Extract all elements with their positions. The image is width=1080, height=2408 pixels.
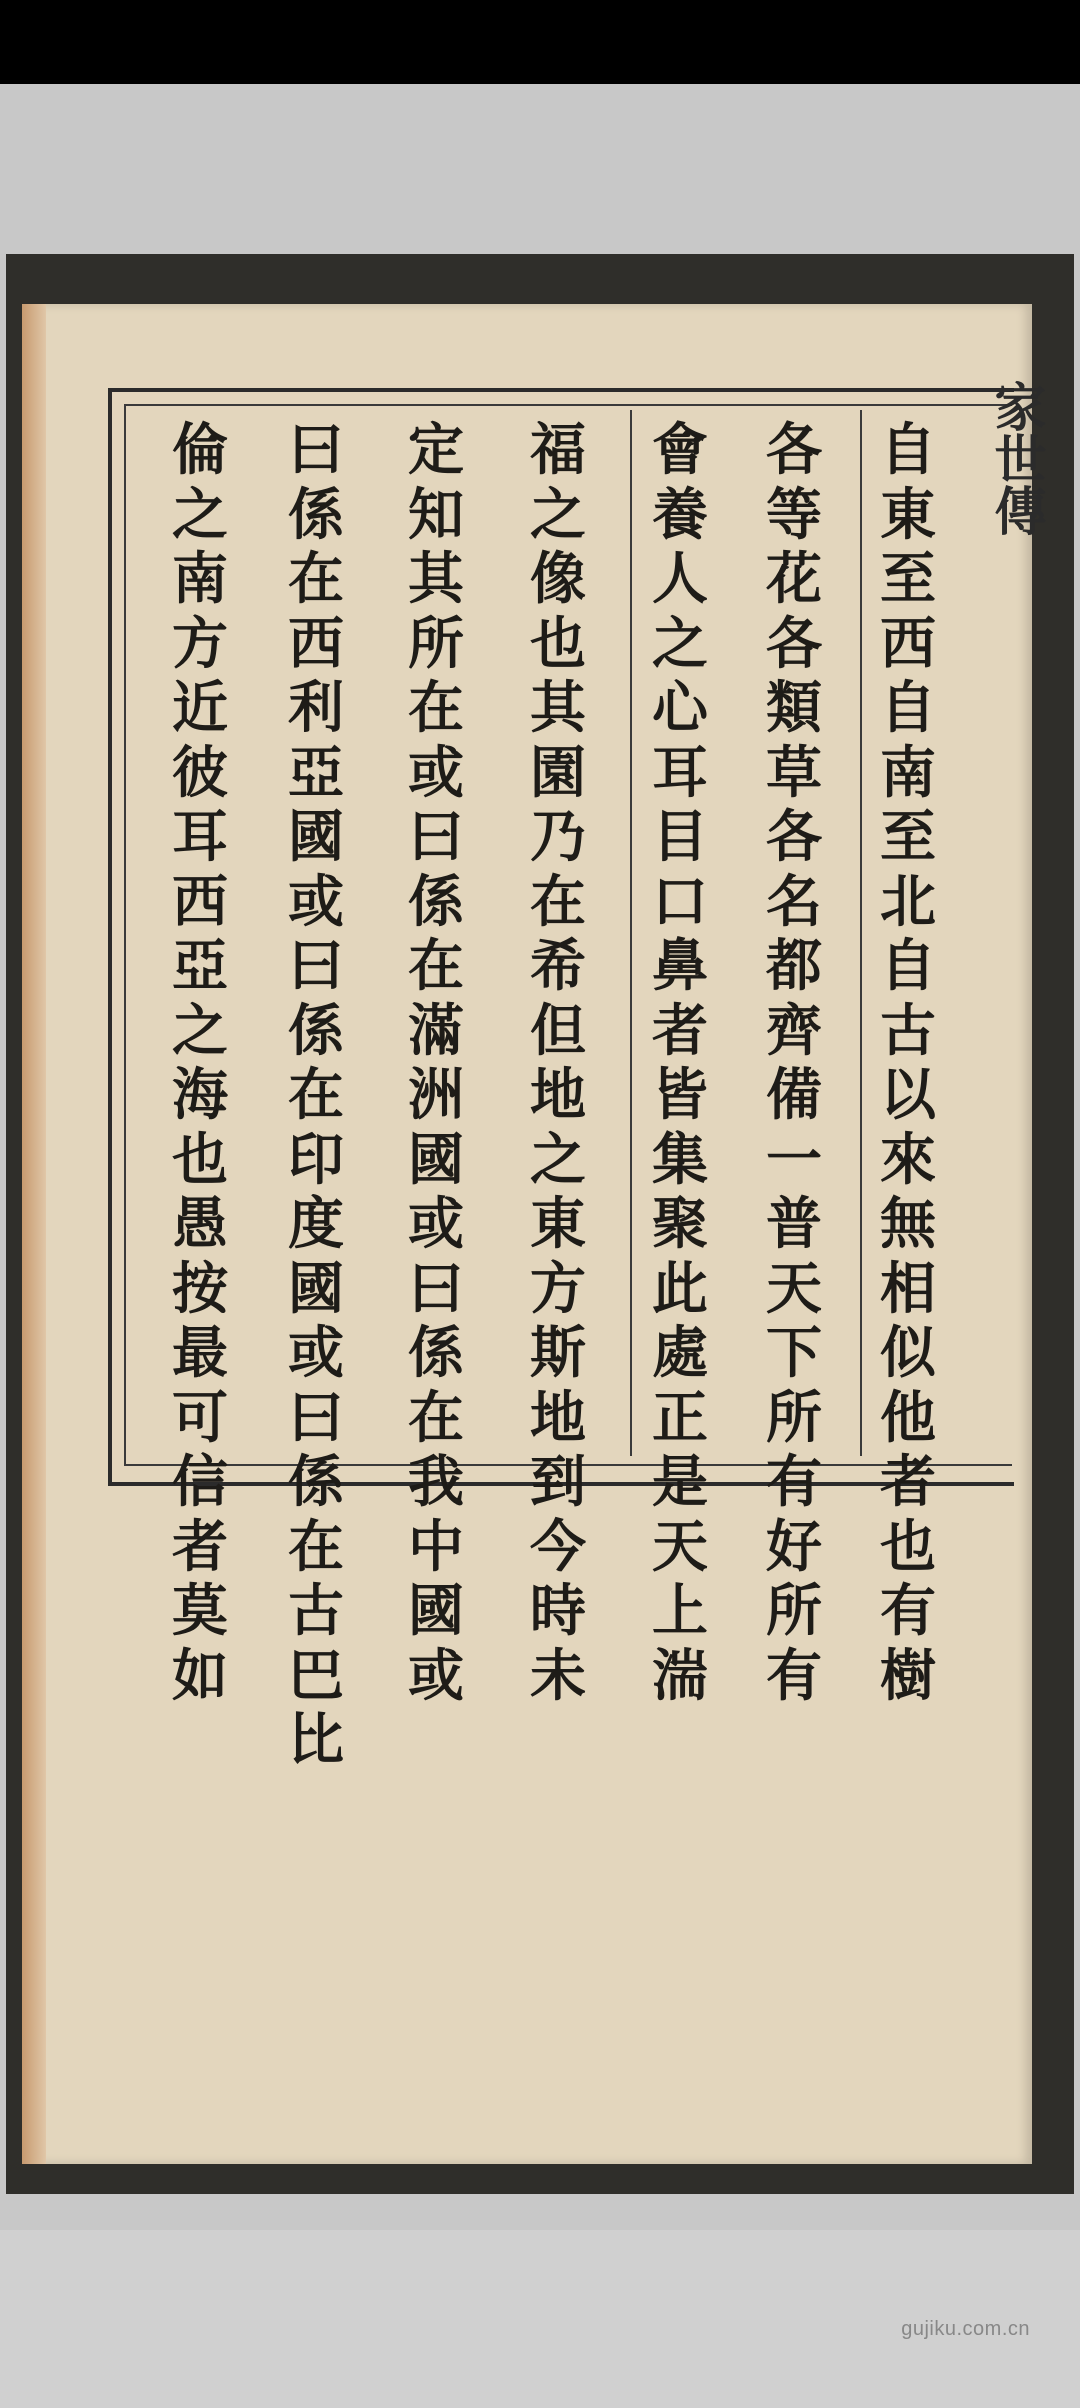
glyph: 國 (408, 1126, 464, 1193)
glyph: 利 (288, 675, 344, 741)
text-column-7 (168, 418, 232, 1708)
glyph: 湍 (652, 1642, 708, 1709)
glyph: 係 (288, 997, 344, 1064)
glyph: 彼 (172, 739, 228, 806)
glyph: 方 (172, 610, 228, 677)
glyph: 花 (766, 546, 822, 612)
glyph: 國 (408, 1578, 464, 1644)
glyph: 或 (288, 1320, 344, 1386)
glyph: 在 (288, 1062, 344, 1128)
glyph: 滿 (408, 997, 464, 1064)
glyph: 上 (652, 1578, 708, 1644)
glyph: 如 (172, 1642, 228, 1709)
glyph: 乃 (530, 804, 586, 870)
glyph: 西 (172, 868, 228, 935)
glyph: 等 (766, 481, 822, 548)
glyph: 都 (766, 933, 822, 999)
glyph: 國 (288, 804, 344, 870)
glyph: 在 (288, 1513, 344, 1580)
glyph: 時 (530, 1578, 586, 1644)
glyph: 樹 (880, 1642, 936, 1709)
glyph: 係 (408, 868, 464, 935)
glyph: 最 (172, 1320, 228, 1386)
glyph: 係 (288, 481, 344, 548)
glyph: 知 (408, 481, 464, 548)
text-column-3 (648, 418, 712, 1708)
glyph: 我 (408, 1449, 464, 1515)
text-column-5 (404, 418, 468, 1708)
glyph: 在 (408, 675, 464, 741)
glyph: 耳 (172, 804, 228, 870)
glyph: 國 (288, 1255, 344, 1322)
glyph: 園 (530, 739, 586, 806)
glyph: 曰 (408, 804, 464, 870)
text-column-6 (284, 418, 348, 1773)
glyph: 未 (530, 1642, 586, 1709)
glyph: 係 (408, 1320, 464, 1386)
glyph: 有 (766, 1449, 822, 1515)
glyph: 古 (880, 997, 936, 1064)
glyph: 地 (530, 1062, 586, 1128)
glyph: 皆 (652, 1062, 708, 1128)
glyph: 南 (880, 739, 936, 806)
glyph: 草 (766, 739, 822, 806)
glyph: 或 (408, 1191, 464, 1257)
glyph: 聚 (652, 1191, 708, 1257)
glyph: 之 (530, 481, 586, 548)
glyph: 希 (530, 933, 586, 999)
glyph: 或 (408, 1642, 464, 1709)
glyph: 也 (172, 1126, 228, 1193)
glyph: 比 (288, 1707, 344, 1773)
glyph: 人 (652, 546, 708, 612)
glyph: 方 (530, 1255, 586, 1322)
glyph: 各 (766, 610, 822, 677)
glyph: 會 (652, 417, 708, 483)
glyph: 之 (172, 481, 228, 548)
glyph: 是 (652, 1449, 708, 1515)
glyph: 似 (880, 1320, 936, 1386)
glyph: 近 (172, 675, 228, 741)
glyph: 南 (172, 546, 228, 612)
glyph: 口 (652, 868, 708, 935)
glyph: 曰 (288, 417, 344, 483)
glyph: 係 (288, 1449, 344, 1515)
glyph: 曰 (288, 1384, 344, 1451)
glyph: 東 (880, 481, 936, 548)
glyph: 也 (880, 1513, 936, 1580)
glyph: 到 (530, 1449, 586, 1515)
glyph: 信 (172, 1449, 228, 1515)
glyph: 愚 (172, 1191, 228, 1257)
glyph: 倫 (172, 417, 228, 483)
glyph: 印 (288, 1126, 344, 1193)
glyph: 其 (530, 675, 586, 741)
glyph: 相 (880, 1255, 936, 1322)
text-column-2 (762, 418, 826, 1708)
glyph: 西 (880, 610, 936, 677)
glyph: 目 (652, 804, 708, 870)
glyph: 北 (880, 868, 936, 935)
glyph: 各 (766, 804, 822, 870)
glyph: 海 (172, 1062, 228, 1128)
text-column-4 (526, 418, 590, 1708)
glyph: 或 (408, 739, 464, 806)
glyph: 古 (288, 1578, 344, 1644)
glyph: 洲 (408, 1062, 464, 1128)
glyph: 處 (652, 1320, 708, 1386)
glyph: 在 (530, 868, 586, 935)
glyph: 集 (652, 1126, 708, 1193)
glyph: 正 (652, 1384, 708, 1451)
glyph: 在 (288, 546, 344, 612)
glyph: 天 (652, 1513, 708, 1580)
glyph: 自 (880, 933, 936, 999)
glyph: 來 (880, 1126, 936, 1193)
glyph: 也 (530, 610, 586, 677)
glyph: 下 (766, 1320, 822, 1386)
status-bar (0, 0, 1080, 84)
glyph: 有 (766, 1642, 822, 1709)
glyph: 普 (766, 1191, 822, 1257)
glyph: 名 (766, 868, 822, 935)
glyph: 斯 (530, 1320, 586, 1386)
watermark: gujiku.com.cn (901, 2318, 1030, 2340)
glyph: 以 (880, 1062, 936, 1128)
glyph: 之 (652, 610, 708, 677)
glyph: 至 (880, 804, 936, 870)
glyph: 莫 (172, 1578, 228, 1644)
page-edge (22, 304, 46, 2164)
glyph: 類 (766, 675, 822, 741)
glyph: 至 (880, 546, 936, 612)
glyph: 鼻 (652, 933, 708, 999)
glyph: 好 (766, 1513, 822, 1580)
glyph: 耳 (652, 739, 708, 806)
glyph: 所 (766, 1578, 822, 1644)
glyph: 者 (880, 1449, 936, 1515)
glyph: 巴 (288, 1642, 344, 1709)
glyph: 有 (880, 1578, 936, 1644)
glyph: 齊 (766, 997, 822, 1064)
glyph: 之 (530, 1126, 586, 1193)
column-divider (630, 410, 632, 1456)
glyph: 天 (766, 1255, 822, 1322)
glyph: 者 (172, 1513, 228, 1580)
glyph: 東 (530, 1191, 586, 1257)
glyph: 在 (408, 933, 464, 999)
glyph: 他 (880, 1384, 936, 1451)
glyph: 此 (652, 1255, 708, 1322)
glyph: 無 (880, 1191, 936, 1257)
glyph: 定 (408, 417, 464, 483)
text-column-1 (876, 418, 940, 1708)
glyph: 亞 (288, 739, 344, 806)
glyph: 像 (530, 546, 586, 612)
glyph: 自 (880, 417, 936, 483)
column-divider (860, 410, 862, 1456)
glyph: 所 (408, 610, 464, 677)
glyph: 地 (530, 1384, 586, 1451)
glyph: 曰 (288, 933, 344, 999)
glyph: 亞 (172, 933, 228, 999)
glyph: 可 (172, 1384, 228, 1451)
glyph: 者 (652, 997, 708, 1064)
glyph: 或 (288, 868, 344, 935)
glyph: 養 (652, 481, 708, 548)
glyph: 度 (288, 1191, 344, 1257)
glyph: 備 (766, 1062, 822, 1128)
glyph: 按 (172, 1255, 228, 1322)
glyph: 今 (530, 1513, 586, 1580)
glyph: 所 (766, 1384, 822, 1451)
glyph: 福 (530, 417, 586, 483)
glyph: 一 (766, 1126, 822, 1193)
glyph: 各 (766, 417, 822, 483)
glyph: 中 (408, 1513, 464, 1580)
glyph: 之 (172, 997, 228, 1064)
glyph: 心 (652, 675, 708, 741)
glyph: 在 (408, 1384, 464, 1451)
glyph: 自 (880, 675, 936, 741)
glyph: 但 (530, 997, 586, 1064)
corner-title: 家世傳 (985, 380, 1046, 536)
glyph: 西 (288, 610, 344, 677)
glyph: 其 (408, 546, 464, 612)
glyph: 曰 (408, 1255, 464, 1322)
